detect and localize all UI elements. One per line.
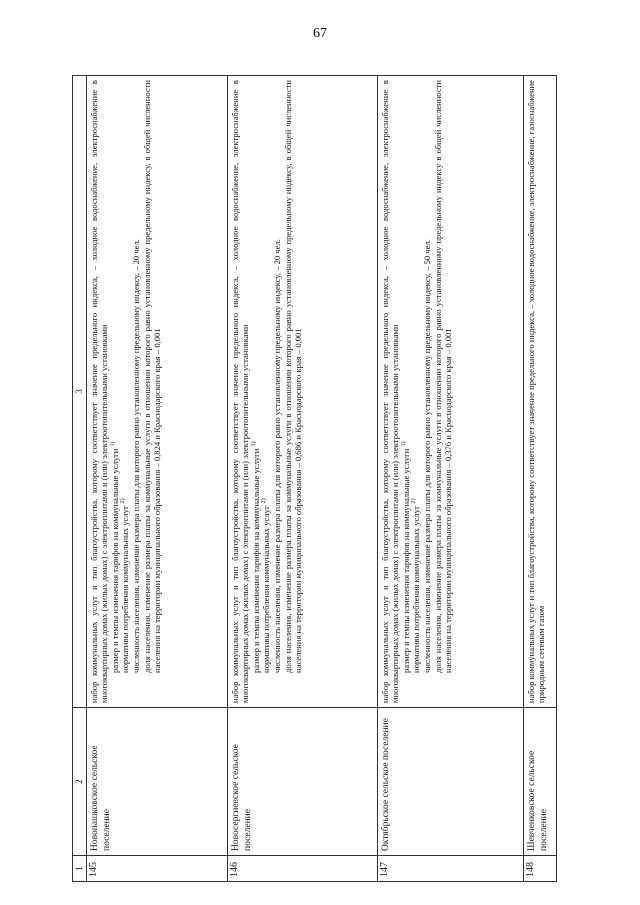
- municipality-table: [72, 75, 557, 882]
- row-number: 146: [227, 856, 377, 882]
- table-header-row: [73, 76, 87, 882]
- norms-text: нормативы потребления коммунальных услуг $^{2)}$: [261, 498, 272, 673]
- row-description: [86, 76, 227, 708]
- population-text: численность населения, изменение размера платы для которого равно установленному предельному индексу, – 50 чел.: [421, 239, 432, 673]
- settlement-name: Октябрьское сельское поселение: [377, 708, 523, 856]
- header-col-1: 1: [73, 856, 87, 882]
- population-text: численность населения, изменение размера платы для которого равно установленному предельному индексу, – 20 чел.: [271, 239, 282, 673]
- table-row: [86, 76, 227, 882]
- header-col-3: 3: [73, 76, 87, 708]
- row-number: 148: [523, 856, 556, 882]
- norms-text: нормативы потребления коммунальных услуг $^{2)}$: [120, 498, 131, 673]
- services-set-text: набор коммунальных услуг и тип благоустройства, которому соответствует значение предельного индекса, – холодное водоснабжение, электроснабжение в многоквартирных домах (жилых домах) с электроплитами и (или) электроотопительными установками: [229, 80, 251, 703]
- settlement-name: Шевченковское сельское поселение: [523, 708, 556, 856]
- tariff-text: размер и темпы изменения тарифов на коммунальные услуги $^{1)}$: [109, 441, 120, 673]
- tariff-text: размер и темпы изменения тарифов на коммунальные услуги $^{1)}$: [250, 441, 261, 673]
- services-set-text: набор коммунальных услуг и тип благоустройства, которому соответствует значение предельного индекса, – холодное водоснабжение, электроснабжение в многоквартирных домах (жилых домах) с электроплитами и (или) электроотопительными установками: [379, 80, 401, 703]
- population-share-text: доля населения, изменение размера платы за коммунальные услуги в отношении которого равно установленному предельному индексу, в общей численности населения на территории муниципального образования – 0,824 и Краснодарского края – 0,001: [141, 80, 163, 673]
- row-number: 147: [377, 856, 523, 882]
- row-description: [227, 76, 377, 708]
- row-description: [377, 76, 523, 708]
- services-set-text: набор коммунальных услуг и тип благоустройства, которому соответствует значение предельного индекса, – холодное водоснабжение, электроснабжение в многоквартирных домах (жилых домах) с электроплитами и (или) электроотопительными установками: [88, 80, 110, 703]
- page-number: 67: [313, 26, 327, 41]
- services-set-text: набор коммунальных услуг и тип благоустройства, которому соответствует значение предельного индекса, – холодное водоснабжение, электроснабжение, газоснабжение природным сетевым газом: [525, 80, 547, 703]
- tariff-text: размер и темпы изменения тарифов на коммунальные услуги $^{1)}$: [400, 441, 411, 673]
- rotated-table-container: [72, 76, 557, 882]
- table-row: [227, 76, 377, 882]
- population-share-text: доля населения, изменение размера платы за коммунальные услуги в отношении которого равно установленному предельному индексу, в общей численности населения на территории муниципального образования – 0,686 и Краснодарского края – 0,001: [282, 80, 304, 673]
- row-description: [523, 76, 556, 708]
- population-text: численность населения, изменение размера платы для которого равно установленному предельному индексу, – 20 чел.: [130, 239, 141, 673]
- row-number: 145: [86, 856, 227, 882]
- table-row: [523, 76, 556, 882]
- settlement-name: Новопашковское сельское поселение: [86, 708, 227, 856]
- table-row: [377, 76, 523, 882]
- population-share-text: доля населения, изменение размера платы за коммунальные услуги в отношении которого равно установленному предельному индексу в общей численности населения на территории муниципального образования – 0,376 и Краснодарского края – 0,001: [432, 80, 454, 673]
- header-col-2: 2: [73, 708, 87, 856]
- settlement-name: Новосергиевское сельское поселение: [227, 708, 377, 856]
- norms-text: нормативы потребления коммунальных услуг $^{2)}$: [411, 498, 422, 673]
